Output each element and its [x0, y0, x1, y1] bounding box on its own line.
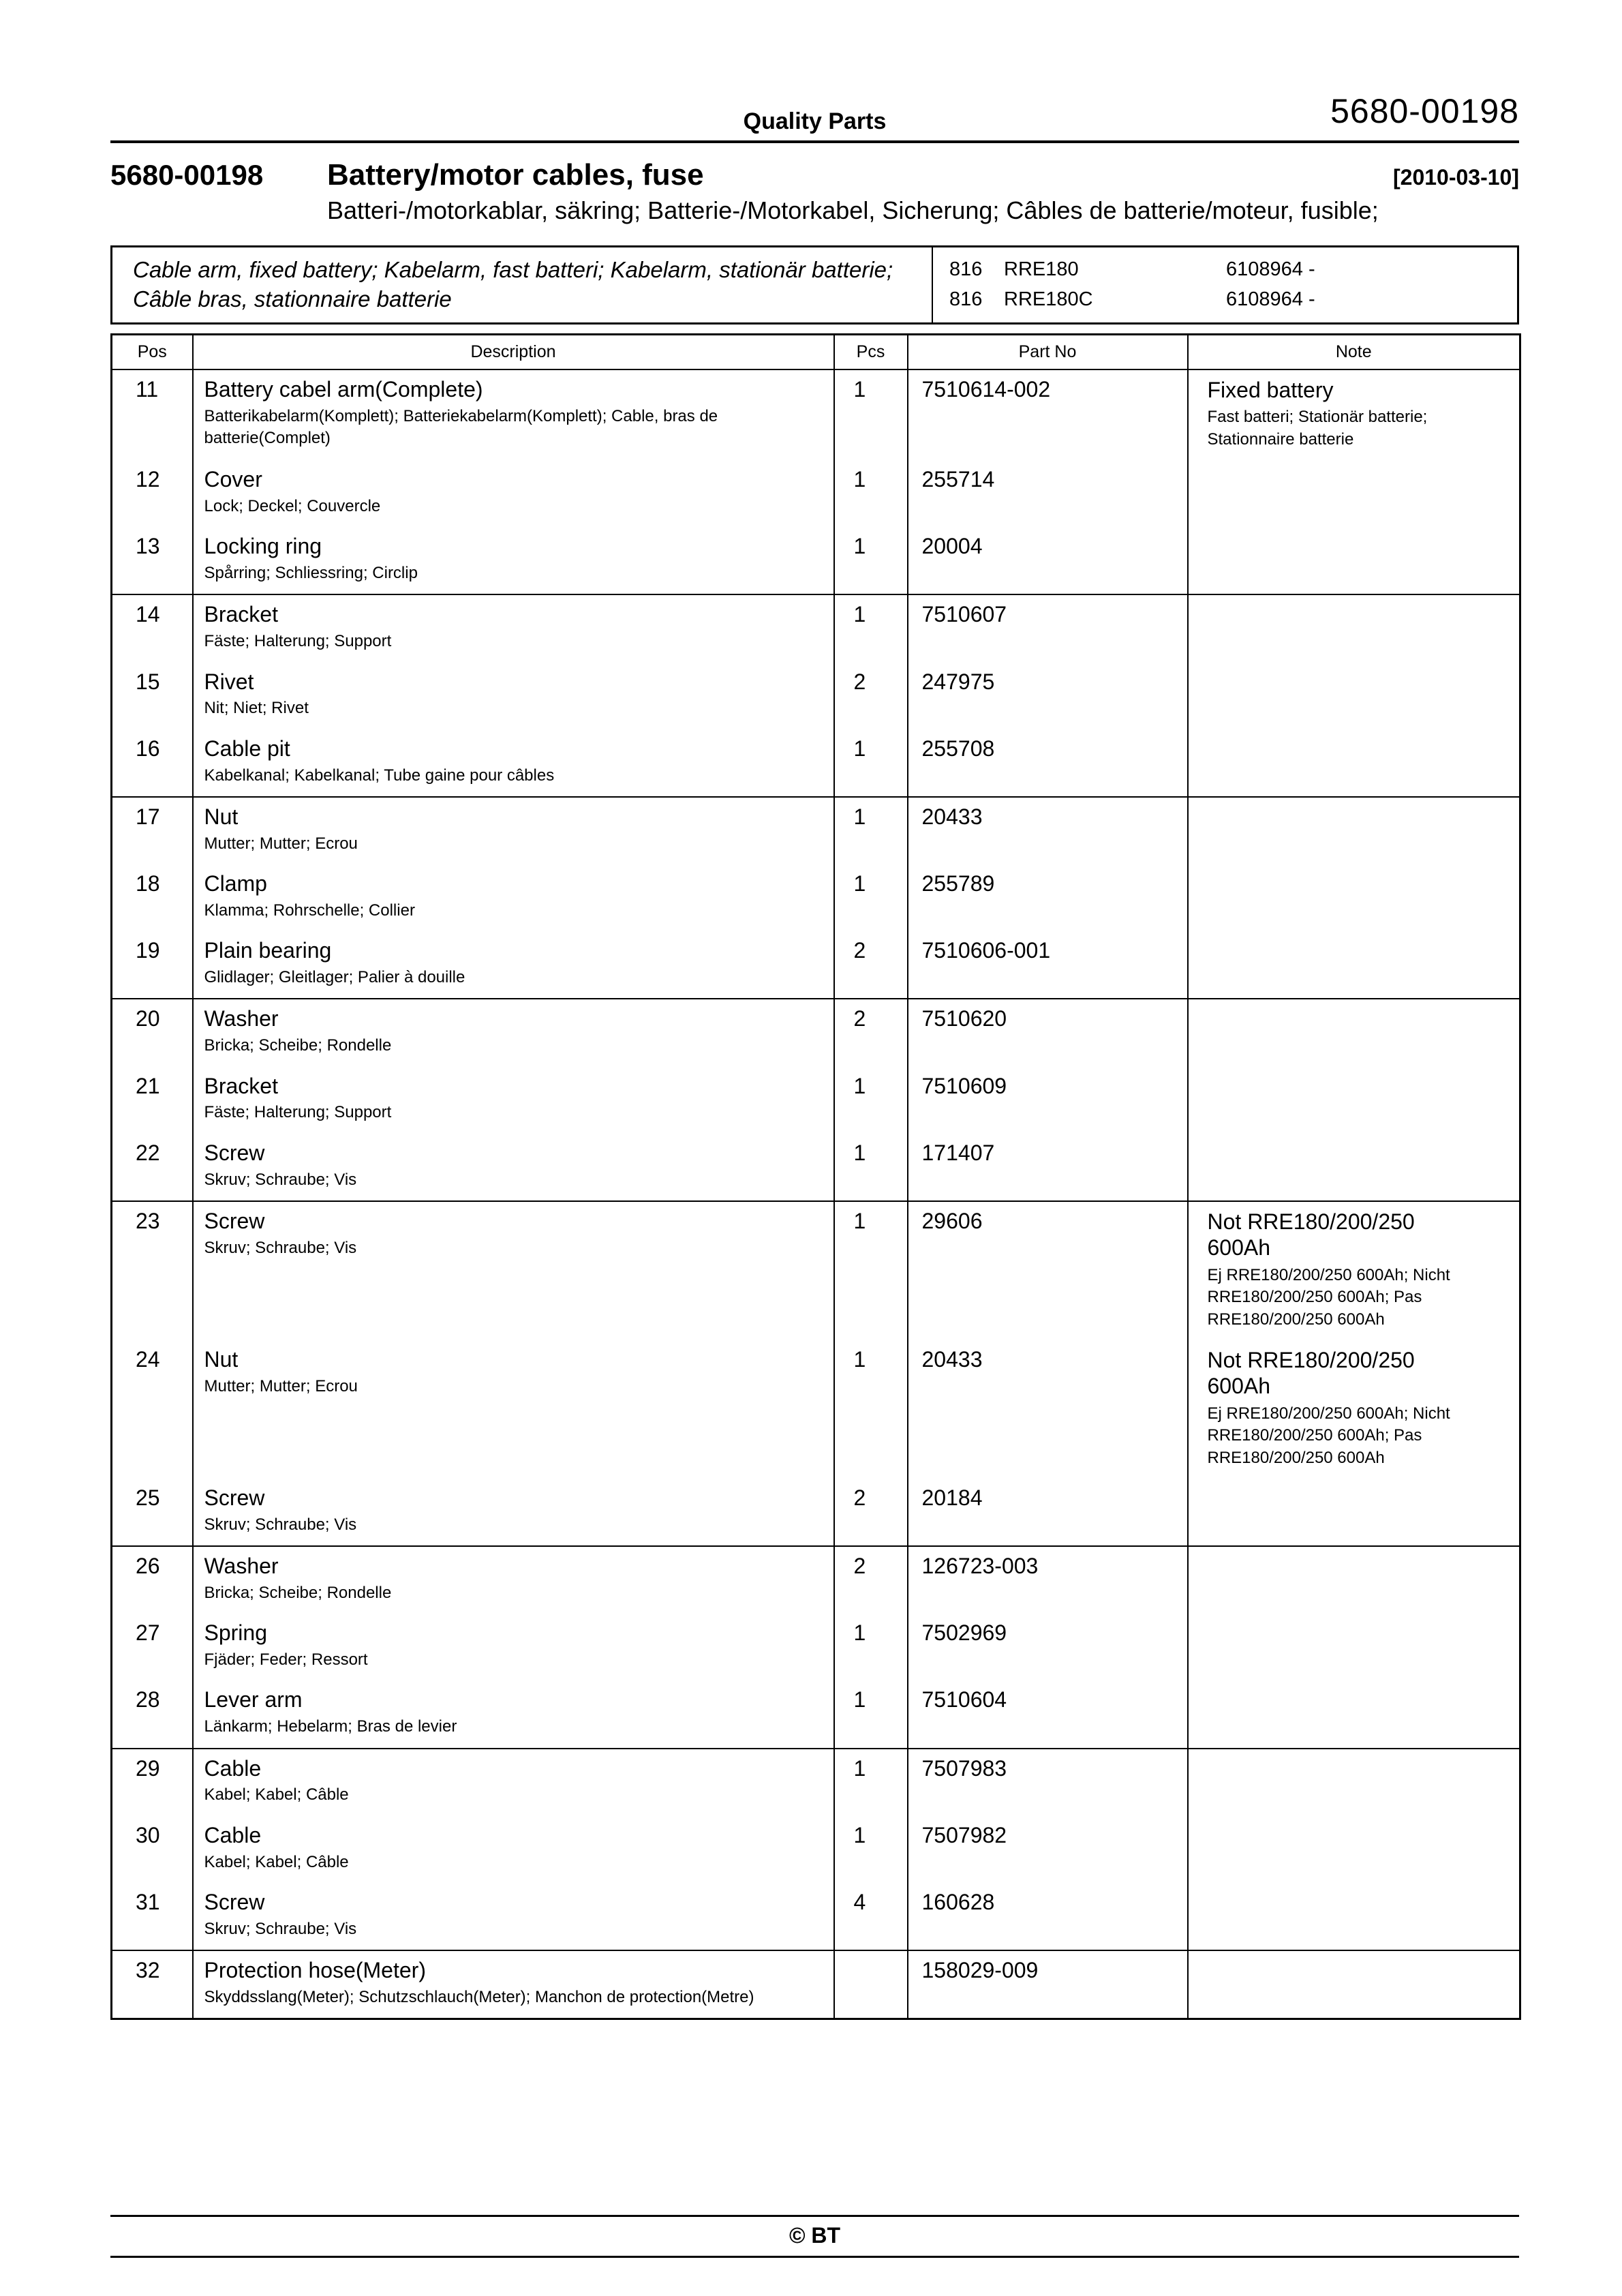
description-cell: [193, 1749, 834, 1816]
brand-title: Quality Parts: [743, 108, 887, 134]
pos-cell: 29: [112, 1749, 193, 1816]
description-cell: [193, 369, 834, 460]
model-name: RRE180: [1004, 258, 1079, 281]
note-cell: [1188, 797, 1520, 864]
description-cell: [193, 1816, 834, 1883]
description-text: Screw: [204, 1140, 265, 1165]
description-translations: Nit; Niet; Rivet: [204, 699, 309, 718]
description-cell: [193, 999, 834, 1066]
table-row: [112, 1749, 1520, 1816]
pcs-cell: 1: [834, 864, 908, 931]
pos-cell: 11: [136, 376, 159, 402]
note-cell: [1188, 527, 1520, 594]
table-row: [112, 864, 1520, 931]
note-cell: [1188, 1067, 1520, 1134]
description-cell: [193, 1201, 834, 1340]
note-cell: [1188, 1950, 1520, 2019]
note-cell: [1188, 999, 1520, 1066]
description-text: Cover: [204, 466, 262, 492]
pos-cell: 27: [136, 1620, 160, 1646]
note-cell: [1188, 460, 1520, 527]
part-no-cell: 20433: [908, 797, 1188, 864]
note-translations: Fast batteri; Stationär batterie; Stationnaire batterie: [1207, 408, 1428, 449]
description-cell: [193, 797, 834, 864]
part-no-cell: 7502969: [908, 1614, 1188, 1680]
header-part-no: Part No: [908, 334, 1188, 369]
description-cell: [193, 1680, 834, 1748]
pcs-cell: 1: [834, 729, 908, 797]
assembly-models: [932, 247, 1517, 322]
table-row: [112, 1067, 1520, 1134]
description-text: Lever arm: [204, 1687, 303, 1712]
pcs-cell: 4: [834, 1883, 908, 1950]
description-text: Rivet: [204, 669, 254, 694]
note-cell: [1188, 369, 1520, 460]
pcs-cell: 2: [834, 931, 908, 999]
note-cell: [1188, 1883, 1520, 1950]
part-no-cell: 7510614-002: [908, 369, 1188, 460]
pos-cell: 16: [136, 736, 160, 761]
pos-cell: 19: [136, 938, 160, 963]
part-no-cell: 7510604: [908, 1680, 1188, 1748]
description-translations: Mutter; Mutter; Ecrou: [204, 1376, 358, 1395]
model-code: 816: [949, 288, 983, 310]
note-translations: Ej RRE180/200/250 600Ah; Nicht RRE180/200/250 600Ah; Pas RRE180/200/250 600Ah: [1207, 1265, 1450, 1329]
description-translations: Skruv; Schraube; Vis: [204, 1238, 357, 1257]
page-title: Battery/motor cables, fuse: [327, 158, 704, 192]
pcs-cell: 1: [834, 369, 908, 460]
description-translations: Glidlager; Gleitlager; Palier à douille: [204, 968, 465, 987]
description-translations: Lock; Deckel; Couvercle: [204, 496, 381, 515]
description-cell: [193, 663, 834, 729]
pcs-cell: 1: [834, 1749, 908, 1816]
pos-cell: 24: [136, 1346, 160, 1372]
pos-cell: 21: [136, 1073, 160, 1098]
pcs-cell: 1: [834, 594, 908, 662]
pos-cell: 12: [136, 466, 160, 492]
description-translations: Fäste; Halterung; Support: [204, 632, 392, 651]
pcs-cell: 2: [834, 663, 908, 729]
model-code: 816: [949, 258, 983, 281]
pos-cell: 31: [136, 1890, 160, 1915]
table-row: [112, 1479, 1520, 1546]
part-no-cell: 7507983: [908, 1749, 1188, 1816]
table-row: [112, 999, 1520, 1066]
description-translations: Mutter; Mutter; Ecrou: [204, 834, 358, 853]
table-header-row: [112, 334, 1520, 369]
description-cell: [193, 729, 834, 797]
part-no-cell: 7510609: [908, 1067, 1188, 1134]
pos-cell: 32: [112, 1950, 193, 2019]
note-cell: [1188, 1340, 1520, 1479]
description-text: Protection hose(Meter): [204, 1958, 426, 1983]
revision-date: [2010-03-10]: [1393, 165, 1519, 190]
description-translations: Fäste; Halterung; Support: [204, 1103, 392, 1122]
note-translations: Ej RRE180/200/250 600Ah; Nicht RRE180/200/250 600Ah; Pas RRE180/200/250 600Ah: [1207, 1404, 1450, 1467]
description-translations: Kabel; Kabel; Câble: [204, 1852, 349, 1871]
description-translations: Klamma; Rohrschelle; Collier: [204, 901, 415, 920]
page-footer: [110, 2215, 1519, 2258]
document-number: 5680-00198: [1330, 92, 1519, 130]
pos-cell: 18: [136, 871, 160, 896]
table-row: [112, 369, 1520, 460]
description-translations: Bricka; Scheibe; Rondelle: [204, 1036, 392, 1055]
pcs-cell: 1: [834, 527, 908, 594]
title-doc-number: 5680-00198: [110, 159, 264, 191]
header-note: Note: [1188, 334, 1520, 369]
description-translations: Skyddsslang(Meter); Schutzschlauch(Meter); Manchon de protection(Metre): [204, 1988, 754, 2007]
table-row: [112, 663, 1520, 729]
description-cell: [193, 1950, 834, 2019]
table-row: [112, 1614, 1520, 1680]
description-translations: Bricka; Scheibe; Rondelle: [204, 1583, 392, 1602]
title-translations: Batteri-/motorkablar, säkring; Batterie-/Motorkabel, Sicherung; Câbles de batterie/moteur, fusible;: [327, 196, 1379, 224]
note-text: Fixed battery: [1207, 377, 1334, 402]
header-pos: Pos: [112, 334, 193, 369]
parts-table-body: [112, 369, 1520, 2019]
description-text: Bracket: [204, 602, 278, 627]
pcs-cell: 1: [834, 1340, 908, 1479]
description-cell: [193, 460, 834, 527]
model-serial: 6108964 -: [1226, 258, 1315, 281]
note-cell: [1188, 729, 1520, 797]
part-no-cell: 20184: [908, 1479, 1188, 1546]
description-translations: Kabel; Kabel; Câble: [204, 1785, 349, 1804]
pcs-cell: 2: [834, 1546, 908, 1614]
part-no-cell: 126723-003: [908, 1546, 1188, 1614]
header-pcs: Pcs: [834, 334, 908, 369]
pcs-cell: 1: [834, 1067, 908, 1134]
description-translations: Batterikabelarm(Komplett); Batteriekabelarm(Komplett); Cable, bras de batterie(Complet): [204, 406, 718, 447]
table-row: [112, 594, 1520, 662]
pcs-cell: 1: [834, 1201, 908, 1340]
description-text: Cable: [204, 1755, 262, 1781]
description-cell: [193, 1067, 834, 1134]
table-row: [112, 1816, 1520, 1883]
assembly-description: Cable arm, fixed battery; Kabelarm, fast batteri; Kabelarm, stationär batterie; Câble bras, stationnaire batterie: [133, 257, 893, 312]
pos-cell: 23: [112, 1201, 193, 1340]
pos-cell: 28: [136, 1687, 160, 1712]
pos-cell: 25: [136, 1485, 160, 1510]
table-row: [112, 1340, 1520, 1479]
table-row: [112, 527, 1520, 594]
description-cell: [193, 1479, 834, 1546]
description-text: Washer: [204, 1554, 279, 1579]
note-text: Not RRE180/200/250 600Ah: [1207, 1209, 1415, 1260]
note-cell: [1188, 594, 1520, 662]
description-translations: Skruv; Schraube; Vis: [204, 1170, 357, 1189]
table-row: [112, 1201, 1520, 1340]
copyright: © BT: [789, 2223, 841, 2248]
pos-cell: 17: [112, 797, 193, 864]
pos-cell: 26: [112, 1546, 193, 1614]
description-cell: [193, 1883, 834, 1950]
part-no-cell: 255789: [908, 864, 1188, 931]
description-translations: Spårring; Schliessring; Circlip: [204, 563, 418, 582]
part-no-cell: 247975: [908, 663, 1188, 729]
table-row: [112, 1680, 1520, 1748]
table-row: [112, 1546, 1520, 1614]
pcs-cell: 1: [834, 1680, 908, 1748]
description-text: Locking ring: [204, 534, 322, 559]
pcs-cell: 2: [834, 1479, 908, 1546]
description-text: Washer: [204, 1006, 279, 1031]
table-row: [112, 1883, 1520, 1950]
description-text: Spring: [204, 1620, 267, 1646]
part-no-cell: 20433: [908, 1340, 1188, 1479]
page-header: [110, 68, 1519, 143]
pos-cell: 20: [112, 999, 193, 1066]
description-text: Bracket: [204, 1073, 278, 1098]
description-translations: Kabelkanal; Kabelkanal; Tube gaine pour câbles: [204, 766, 555, 785]
note-cell: [1188, 864, 1520, 931]
description-cell: [193, 864, 834, 931]
description-text: Nut: [204, 804, 239, 829]
pos-cell: 14: [112, 594, 193, 662]
assembly-header-box: [110, 245, 1519, 324]
description-translations: Fjäder; Feder; Ressort: [204, 1650, 368, 1670]
description-text: Cable pit: [204, 736, 290, 761]
description-cell: [193, 931, 834, 999]
pos-cell: 13: [136, 534, 160, 559]
description-text: Screw: [204, 1890, 265, 1915]
description-translations: Länkarm; Hebelarm; Bras de levier: [204, 1717, 457, 1736]
table-row: [112, 1950, 1520, 2019]
table-row: [112, 797, 1520, 864]
pcs-cell: 1: [834, 797, 908, 864]
pcs-cell: 1: [834, 460, 908, 527]
note-cell: [1188, 1816, 1520, 1883]
pcs-cell: 1: [834, 1614, 908, 1680]
description-translations: Skruv; Schraube; Vis: [204, 1919, 357, 1938]
description-text: Screw: [204, 1209, 265, 1234]
description-cell: [193, 1614, 834, 1680]
pcs-cell: 2: [834, 999, 908, 1066]
model-name: RRE180C: [1004, 288, 1093, 310]
part-no-cell: 20004: [908, 527, 1188, 594]
table-row: [112, 931, 1520, 999]
pcs-cell: 1: [834, 1134, 908, 1201]
part-no-cell: 7510606-001: [908, 931, 1188, 999]
description-text: Nut: [204, 1346, 239, 1372]
note-cell: [1188, 931, 1520, 999]
description-cell: [193, 1546, 834, 1614]
note-text: Not RRE180/200/250 600Ah: [1207, 1347, 1415, 1399]
part-no-cell: 158029-009: [908, 1950, 1188, 2019]
note-cell: [1188, 1201, 1520, 1340]
description-text: Battery cabel arm(Complete): [204, 376, 483, 402]
part-no-cell: 171407: [908, 1134, 1188, 1201]
table-row: [112, 460, 1520, 527]
description-text: Cable: [204, 1822, 262, 1847]
model-row: [949, 255, 1517, 285]
description-translations: Skruv; Schraube; Vis: [204, 1515, 357, 1534]
part-no-cell: 29606: [908, 1201, 1188, 1340]
note-cell: [1188, 1546, 1520, 1614]
pos-cell: 15: [136, 669, 160, 694]
description-cell: [193, 1340, 834, 1479]
note-cell: [1188, 663, 1520, 729]
title-line: [110, 158, 1519, 192]
description-text: Screw: [204, 1485, 265, 1510]
model-serial: 6108964 -: [1226, 288, 1315, 310]
pos-cell: 22: [136, 1140, 160, 1165]
header-description: Description: [193, 334, 834, 369]
description-cell: [193, 594, 834, 662]
note-cell: [1188, 1680, 1520, 1748]
table-row: [112, 1134, 1520, 1201]
part-no-cell: 7510607: [908, 594, 1188, 662]
note-cell: [1188, 1134, 1520, 1201]
parts-table: [110, 333, 1521, 2021]
description-text: Clamp: [204, 871, 267, 896]
pcs-cell: [834, 1950, 908, 2019]
note-cell: [1188, 1479, 1520, 1546]
description-cell: [193, 527, 834, 594]
part-no-cell: 255708: [908, 729, 1188, 797]
part-no-cell: 7507982: [908, 1816, 1188, 1883]
part-no-cell: 7510620: [908, 999, 1188, 1066]
description-cell: [193, 1134, 834, 1201]
part-no-cell: 160628: [908, 1883, 1188, 1950]
note-cell: [1188, 1749, 1520, 1816]
note-cell: [1188, 1614, 1520, 1680]
model-row: [949, 285, 1517, 315]
pcs-cell: 1: [834, 1816, 908, 1883]
title-block: [110, 158, 1519, 225]
description-text: Plain bearing: [204, 938, 332, 963]
part-no-cell: 255714: [908, 460, 1188, 527]
table-row: [112, 729, 1520, 797]
pos-cell: 30: [136, 1822, 160, 1847]
